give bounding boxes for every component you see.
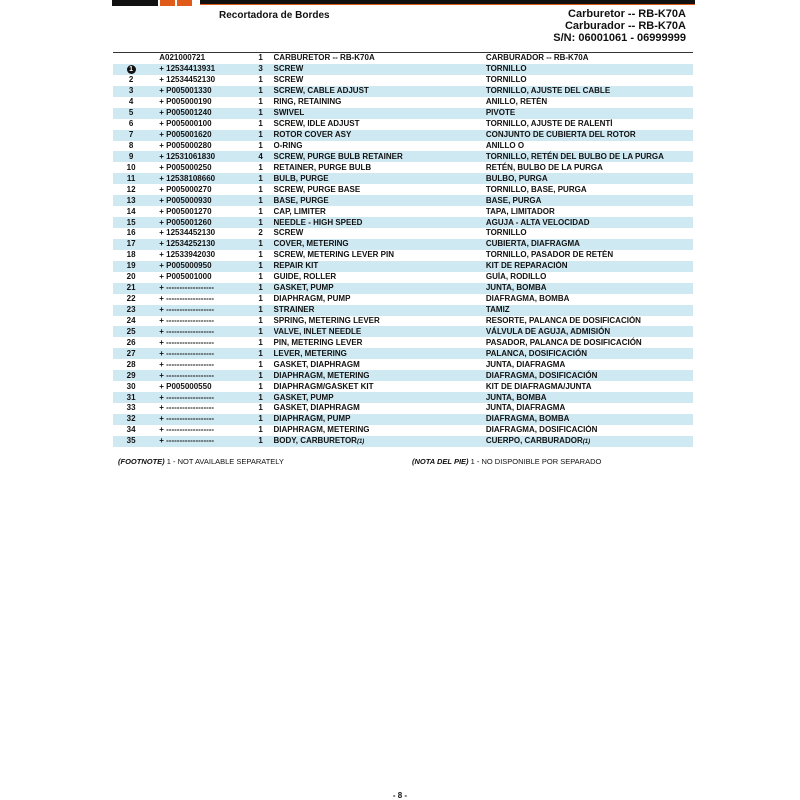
quantity: 1 <box>258 403 263 413</box>
ref-number: 7 <box>113 130 149 141</box>
description-english: SPRING, METERING LEVER <box>273 315 380 325</box>
quantity: 1 <box>258 381 263 391</box>
ref-number: 28 <box>126 359 136 369</box>
description-english: SCREW, IDLE ADJUST <box>273 119 360 129</box>
part-number: + 12538108660 <box>149 173 247 184</box>
part-number: + P005001620 <box>149 130 247 141</box>
quantity: 1 <box>258 250 263 260</box>
part-number: + P005001270 <box>159 206 212 216</box>
description-spanish: JUNTA, BOMBA <box>486 392 693 403</box>
quantity: 1 <box>248 173 274 184</box>
table-row <box>113 403 693 414</box>
table-row <box>113 283 693 294</box>
table-row <box>113 294 693 305</box>
table-row <box>113 64 693 75</box>
ref-number: 30 <box>126 381 136 391</box>
description-spanish: DIAFRAGMA, DOSIFICACIÓN <box>486 370 693 381</box>
table-row <box>113 348 693 359</box>
header-accent-rule <box>200 4 695 5</box>
quantity: 1 <box>248 239 274 250</box>
description-english: BODY, CARBURETOR(1) <box>274 436 486 447</box>
part-number: + 12534252130 <box>149 239 247 250</box>
quantity: 1 <box>248 195 274 206</box>
ref-number: 23 <box>113 305 149 316</box>
part-number: + ------------------ <box>149 370 247 381</box>
table-row <box>113 250 693 261</box>
ref-number: 15 <box>113 217 149 228</box>
description-english: CARBURETOR -- RB-K70A <box>274 53 486 64</box>
quantity: 1 <box>258 162 263 172</box>
description-spanish: JUNTA, DIAFRAGMA <box>485 403 566 413</box>
quantity: 2 <box>258 228 263 238</box>
description-spanish: CARBURADOR -- RB-K70A <box>486 53 693 64</box>
description-spanish: TORNILLO <box>485 228 527 238</box>
description-english: DIAPHRAGM, METERING <box>274 370 486 381</box>
title-spanish: Carburador -- RB-K70A <box>564 20 686 32</box>
quantity: 1 <box>258 359 263 369</box>
description-spanish: BASE, PURGA <box>486 195 693 206</box>
table-row <box>113 184 693 195</box>
ref-number: 9 <box>113 151 149 162</box>
ref-number: 6 <box>128 119 134 129</box>
quantity: 1 <box>248 217 274 228</box>
table-row <box>113 414 693 425</box>
description-english: SCREW, PURGE BASE <box>273 184 361 194</box>
description-spanish: CONJUNTO DE CUBIERTA DEL ROTOR <box>486 130 693 141</box>
ref-number: 11 <box>113 173 149 184</box>
ref-number: 34 <box>126 425 136 435</box>
description-spanish: DIAFRAGMA, DOSIFICACIÓN <box>485 425 598 435</box>
table-row <box>113 108 693 119</box>
description-english: LEVER, METERING <box>274 348 486 359</box>
part-number: + ------------------ <box>159 425 215 435</box>
description-english: ROTOR COVER ASY <box>274 130 486 141</box>
ref-number: 19 <box>113 261 149 272</box>
description-english: SCREW, CABLE ADJUST <box>274 86 486 97</box>
part-number: + 12531061830 <box>149 151 247 162</box>
table-row <box>113 195 693 206</box>
document-title: Recortadora de Bordes <box>219 10 330 21</box>
footnote-text: 1 - NO DISPONIBLE POR SEPARADO <box>470 457 602 466</box>
quantity: 1 <box>248 414 274 425</box>
quantity: 1 <box>248 86 274 97</box>
table-row <box>113 141 693 152</box>
section-heading <box>553 8 686 44</box>
quantity: 1 <box>248 348 274 359</box>
description-spanish: BULBO, PURGA <box>486 173 693 184</box>
ref-number: 4 <box>128 97 134 107</box>
description-english: GUIDE, ROLLER <box>273 272 337 282</box>
description-spanish: DIAFRAGMA, BOMBA <box>485 294 570 304</box>
quantity: 1 <box>258 140 263 150</box>
description-english: NEEDLE - HIGH SPEED <box>274 217 486 228</box>
title-english: Carburetor -- RB-K70A <box>568 8 686 20</box>
description-english: GASKET, DIAPHRAGM <box>273 403 360 413</box>
ref-number: 32 <box>113 414 149 425</box>
quantity: 1 <box>248 436 274 447</box>
description-spanish: RESORTE, PALANCA DE DOSIFICACIÓN <box>485 315 641 325</box>
description-english: BASE, PURGE <box>274 195 486 206</box>
table-row <box>113 217 693 228</box>
quantity: 1 <box>248 305 274 316</box>
part-number: + ------------------ <box>159 403 215 413</box>
description-spanish: PALANCA, DOSIFICACIÓN <box>486 348 693 359</box>
description-english: COVER, METERING <box>274 239 486 250</box>
part-number: + ------------------ <box>149 305 247 316</box>
description-spanish: TAPA, LIMITADOR <box>485 206 555 216</box>
footnote-ref: (1) <box>582 438 591 445</box>
footnote-english <box>118 457 284 466</box>
description-spanish: TORNILLO <box>485 75 527 85</box>
part-number: + P005000930 <box>149 195 247 206</box>
part-number: + 12534413931 <box>149 64 247 75</box>
parts-table <box>113 52 693 447</box>
table-row <box>113 75 693 86</box>
description-spanish: PIVOTE <box>486 108 693 119</box>
table-row <box>113 151 693 162</box>
quantity: 1 <box>258 337 263 347</box>
description-english: GASKET, PUMP <box>274 392 486 403</box>
table-row <box>113 228 693 239</box>
table-row <box>113 425 693 436</box>
serial-range: S/N: 06001061 - 06999999 <box>553 32 686 44</box>
table-row <box>113 381 693 392</box>
table-row <box>113 316 693 327</box>
description-spanish: KIT DE DIAFRAGMA/JUNTA <box>485 381 592 391</box>
quantity: 1 <box>258 315 263 325</box>
description-english: SCREW <box>273 75 304 85</box>
table-row <box>113 272 693 283</box>
footnote-spanish <box>412 457 601 466</box>
ref-number: 29 <box>113 370 149 381</box>
ref-number: 17 <box>113 239 149 250</box>
part-number: + ------------------ <box>149 326 247 337</box>
description-spanish: AGUJA - ALTA VELOCIDAD <box>486 217 693 228</box>
ref-number: 1 <box>113 64 149 75</box>
ref-number <box>113 53 149 64</box>
description-spanish: TORNILLO, PASADOR DE RETÉN <box>485 250 614 260</box>
quantity: 1 <box>258 119 263 129</box>
quantity: 1 <box>258 206 263 216</box>
ref-number: 10 <box>126 162 136 172</box>
quantity: 1 <box>258 97 263 107</box>
table-row <box>113 436 693 447</box>
part-number: + ------------------ <box>149 283 247 294</box>
description-english: RETAINER, PURGE BULB <box>273 162 372 172</box>
part-number: + 12534452130 <box>159 75 216 85</box>
table-row <box>113 86 693 97</box>
description-english: STRAINER <box>274 305 486 316</box>
table-row <box>113 359 693 370</box>
ref-number: 5 <box>113 108 149 119</box>
page-number: - 8 - <box>392 791 408 800</box>
description-english: SCREW <box>273 228 304 238</box>
ref-number: 31 <box>113 392 149 403</box>
quantity: 1 <box>248 392 274 403</box>
table-row <box>113 53 693 64</box>
description-spanish: RETÉN, BULBO DE LA PURGA <box>485 162 603 172</box>
part-number: + ------------------ <box>159 359 215 369</box>
table-row <box>113 239 693 250</box>
table-row <box>113 261 693 272</box>
description-english: VALVE, INLET NEEDLE <box>274 326 486 337</box>
table-row <box>113 326 693 337</box>
part-number: + ------------------ <box>159 315 215 325</box>
quantity: 1 <box>258 294 263 304</box>
description-english: BULB, PURGE <box>274 173 486 184</box>
description-spanish: TORNILLO, BASE, PURGA <box>485 184 587 194</box>
description-spanish: KIT DE REPARACIÓN <box>486 261 693 272</box>
ref-number: 25 <box>113 326 149 337</box>
quantity: 1 <box>248 53 274 64</box>
part-number: + P005000950 <box>149 261 247 272</box>
brand-logo <box>112 0 192 6</box>
quantity: 1 <box>248 326 274 337</box>
description-spanish: GUÍA, RODILLO <box>485 272 547 282</box>
part-number: + P005000280 <box>159 140 212 150</box>
table-row <box>113 337 693 348</box>
description-english: RING, RETAINING <box>273 97 342 107</box>
ref-number: 3 <box>113 86 149 97</box>
description-english: CAP, LIMITER <box>273 206 326 216</box>
part-number: + P005000100 <box>159 119 212 129</box>
ref-number: 14 <box>126 206 136 216</box>
part-number: + ------------------ <box>149 392 247 403</box>
table-row <box>113 130 693 141</box>
description-english: PIN, METERING LEVER <box>273 337 363 347</box>
quantity: 1 <box>258 75 263 85</box>
description-english: SCREW, PURGE BULB RETAINER <box>274 151 486 162</box>
part-number: + ------------------ <box>159 294 215 304</box>
quantity: 1 <box>248 130 274 141</box>
quantity: 1 <box>248 261 274 272</box>
ref-number: 24 <box>126 315 136 325</box>
ref-number: 16 <box>126 228 136 238</box>
description-spanish: JUNTA, BOMBA <box>486 283 693 294</box>
ref-number: 21 <box>113 283 149 294</box>
description-spanish: TORNILLO, AJUSTE DEL CABLE <box>486 86 693 97</box>
quantity: 1 <box>258 425 263 435</box>
description-spanish: ANILLO O <box>485 140 525 150</box>
table-row <box>113 392 693 403</box>
description-english: DIAPHRAGM/GASKET KIT <box>273 381 374 391</box>
part-number: + 12533942030 <box>159 250 216 260</box>
description-english: DIAPHRAGM, METERING <box>273 425 370 435</box>
quantity: 1 <box>248 108 274 119</box>
ref-number: 8 <box>128 140 134 150</box>
table-row <box>113 119 693 130</box>
description-spanish: CUERPO, CARBURADOR(1) <box>486 436 693 447</box>
description-english: SWIVEL <box>274 108 486 119</box>
quantity: 1 <box>258 272 263 282</box>
part-number: + P005000190 <box>159 97 212 107</box>
table-row <box>113 305 693 316</box>
quantity: 1 <box>258 184 263 194</box>
part-number: + P005001000 <box>159 272 212 282</box>
footnote-ref: (1) <box>356 438 365 445</box>
footnote-label: (NOTA DEL PIE) <box>412 457 469 466</box>
description-english: REPAIR KIT <box>274 261 486 272</box>
description-spanish: TORNILLO, RETÉN DEL BULBO DE LA PURGA <box>486 151 693 162</box>
table-row <box>113 97 693 108</box>
ref-number: 35 <box>113 436 149 447</box>
description-spanish: ANILLO, RETÉN <box>485 97 548 107</box>
description-spanish: TORNILLO <box>486 64 693 75</box>
ref-number: 13 <box>113 195 149 206</box>
quantity: 1 <box>248 370 274 381</box>
part-number: + P005000550 <box>159 381 212 391</box>
description-english: DIAPHRAGM, PUMP <box>273 294 351 304</box>
footnote-label: (FOOTNOTE) <box>118 457 165 466</box>
description-english: GASKET, DIAPHRAGM <box>273 359 360 369</box>
ref-number: 33 <box>126 403 136 413</box>
quantity: 1 <box>248 283 274 294</box>
part-number: + P005000250 <box>159 162 212 172</box>
description-english: DIAPHRAGM, PUMP <box>274 414 486 425</box>
part-number: + P005001330 <box>149 86 247 97</box>
description-spanish: TORNILLO, AJUSTE DE RALENTÍ <box>485 119 613 129</box>
part-number: A021000721 <box>149 53 247 64</box>
table-row <box>113 370 693 381</box>
ref-number: 18 <box>126 250 136 260</box>
quantity: 4 <box>248 151 274 162</box>
ref-number: 20 <box>126 272 136 282</box>
description-spanish: TAMIZ <box>486 305 693 316</box>
table-row <box>113 162 693 173</box>
description-spanish: JUNTA, DIAFRAGMA <box>485 359 566 369</box>
ref-number: 12 <box>126 184 136 194</box>
description-spanish: DIAFRAGMA, BOMBA <box>486 414 693 425</box>
part-number: + P005001240 <box>149 108 247 119</box>
part-number: + ------------------ <box>149 414 247 425</box>
part-number: + ------------------ <box>159 337 215 347</box>
part-number: + P005001260 <box>149 217 247 228</box>
description-spanish: CUBIERTA, DIAFRAGMA <box>486 239 693 250</box>
part-number: + 12534452130 <box>159 228 216 238</box>
part-number: + ------------------ <box>149 348 247 359</box>
ref-number: 22 <box>126 294 136 304</box>
table-row <box>113 206 693 217</box>
description-spanish: PASADOR, PALANCA DE DOSIFICACIÓN <box>485 337 642 347</box>
ref-number: 2 <box>128 75 134 85</box>
description-english: GASKET, PUMP <box>274 283 486 294</box>
table-row <box>113 173 693 184</box>
ref-number: 27 <box>113 348 149 359</box>
part-number: + ------------------ <box>149 436 247 447</box>
ref-number: 26 <box>126 337 136 347</box>
description-english: O-RING <box>273 140 303 150</box>
part-number: + P005000270 <box>159 184 212 194</box>
quantity: 3 <box>248 64 274 75</box>
description-spanish: VÁLVULA DE AGUJA, ADMISIÓN <box>486 326 693 337</box>
description-english: SCREW, METERING LEVER PIN <box>273 250 394 260</box>
description-english: SCREW <box>274 64 486 75</box>
footnote-text: 1 - NOT AVAILABLE SEPARATELY <box>166 457 284 466</box>
